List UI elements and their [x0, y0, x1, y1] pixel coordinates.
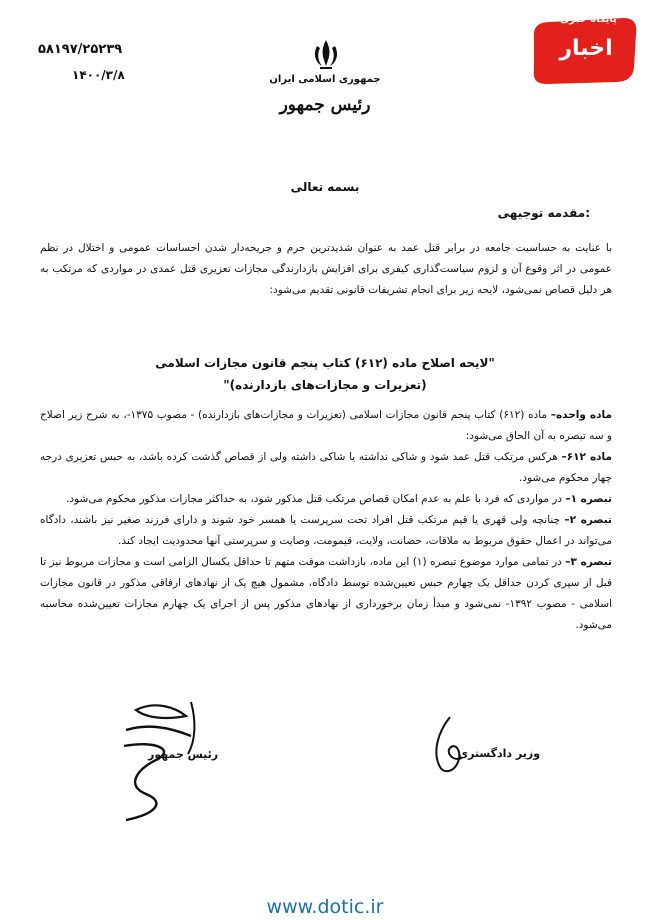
office-title: رئیس جمهور [279, 95, 371, 115]
note-3-label: تبصره ۳– [565, 556, 612, 568]
letter-number: ۵۸۱۹۷/۲۵۲۳۹ [38, 42, 123, 57]
article-612-label: ماده ۶۱۲– [561, 451, 612, 463]
bismillah-heading: بسمه تعالی [290, 180, 360, 194]
bill-title-line2: (تعزیرات و مجازات‌های بازدارنده)" [223, 378, 427, 392]
note-1 [40, 489, 612, 510]
single-article-label: ماده واحده– [550, 409, 612, 421]
note-2-text: چنانچه ولی قهری یا قیم مرتکب قتل افراد تحت سرپرست یا همسر خود شوند و دارای فرزند صغیر نیز باشند، دادگاه می‌تواند در اعمال حقوق مربوط به ملاقات، حضانت، ولایت، قیمومت، وصایت و سرپرستی آنها محدودیت ایجاد کند. [40, 514, 612, 547]
note-3 [40, 552, 612, 636]
letter-date: ۱۴۰۰/۳/۸ [72, 68, 125, 82]
footer-url[interactable]: www.dotic.ir [266, 896, 384, 918]
bill-title-line1: "لایحه اصلاح ماده (۶۱۲) کتاب پنجم قانون مجازات اسلامی [155, 356, 495, 370]
news-badge-main: اخبار [559, 36, 613, 61]
note-1-label: تبصره ۱– [565, 493, 612, 505]
note-1-text: در مواردی که فرد با علم به عدم امکان قصاص مرتکب قتل مذکور شود، به حداکثر مجازات مذکور محکوم می‌شود. [66, 493, 566, 505]
president-title: رئیس جمهور [148, 748, 219, 761]
note-3-text: در تمامی موارد موضوع تبصره (۱) این ماده، بازداشت موقت متهم تا حداقل یکسال الزامی است و مجازات مربوط نیز تا قبل از سپری کردن حداقل یک چهارم حبس تعیین‌شده توسط دادگاه، مشمول هیچ یک از نهادهای ارفاقی مذکور در قانون مجازات اسلامی - مصوب ۱۳۹۲- نمی‌شود و مبدأ زمان برخورداری از نهادهای مذکور پس از اجرای یک چهارم مجازات تعیین‌شده محاسبه می‌شود. [40, 556, 612, 631]
single-article-text: ماده (۶۱۲) کتاب پنجم قانون مجازات اسلامی (تعزیرات و مجازات‌های بازدارنده) - مصوب ۱۳۷۵-، به شرح زیر اصلاح و سه تبصره به آن الحاق می‌شود: [40, 409, 612, 442]
republic-title: جمهوری اسلامی ایران [269, 74, 381, 85]
news-badge-top: پایگاه خبری [560, 14, 617, 25]
note-2-label: تبصره ۲– [564, 514, 612, 526]
intro-paragraph: با عنایت به حساسیت جامعه در برابر قتل عمد به عنوان شدیدترین جرم و جریحه‌دار شدن احساسات عمومی و اختلال در نظم عمومی در اثر وقوع آن و لزوم سیاست‌گذاری کیفری برای افزایش بازدارندگی مجازات تعزیری قتل عمدی در مواردی که مرتکب به هر دلیل قصاص نمی‌شود، لایحه زیر برای انجام تشریفات قانونی تقدیم می‌شود: [40, 242, 612, 296]
bill-title [0, 352, 650, 396]
minister-title: وزیر دادگستری [458, 747, 541, 760]
article-612 [40, 447, 612, 489]
iran-emblem-icon [308, 36, 344, 72]
single-article [40, 405, 612, 447]
note-2 [40, 510, 612, 552]
intro-title: مقدمه توجیهی: [497, 206, 590, 220]
bill-body [40, 405, 612, 636]
article-612-text: هرکس مرتکب قتل عمد شود و شاکی نداشته یا شاکی داشته ولی از قصاص گذشت کرده باشد، به حبس تعزیری درجه چهار محکوم می‌شود. [40, 451, 612, 484]
